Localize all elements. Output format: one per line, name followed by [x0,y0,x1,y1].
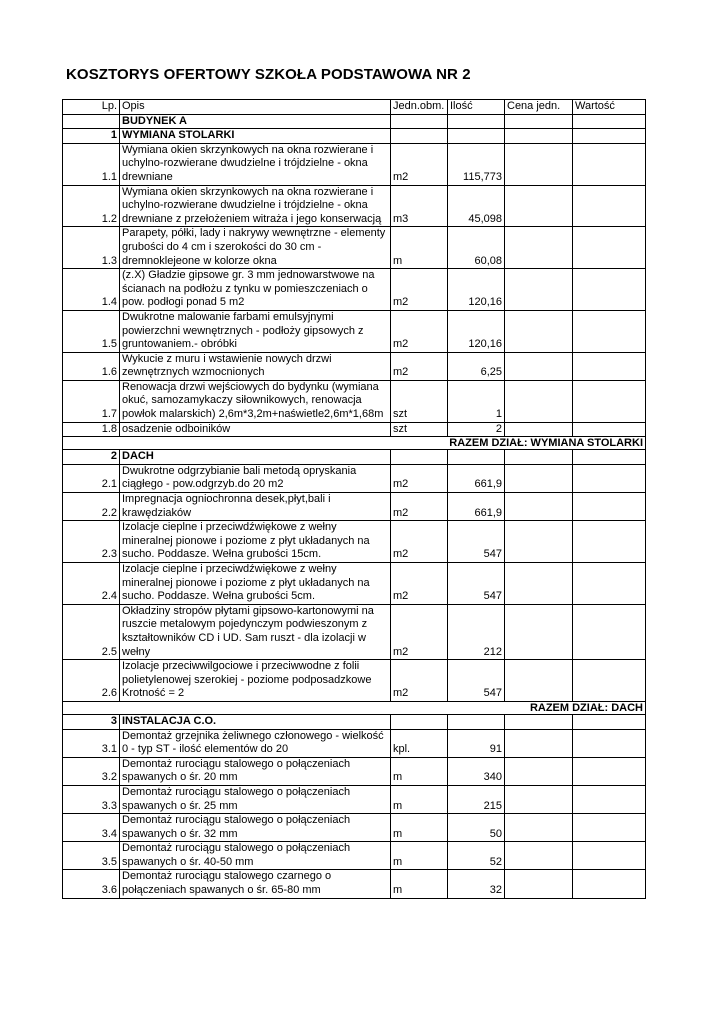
row-quantity: 50 [448,814,505,842]
wartosc-cell [573,129,646,144]
row-quantity: 60,08 [448,227,505,269]
header-cena: Cena jedn. [505,100,573,115]
row-unit-price [505,227,573,269]
row-unit: m2 [391,521,448,563]
table-row [63,464,646,492]
jedn-cell [391,129,448,144]
row-quantity: 661,9 [448,493,505,521]
row-unit: m2 [391,660,448,702]
row-value [573,269,646,311]
row-lp: 2.2 [63,493,120,521]
section-row [63,129,646,144]
row-value [573,185,646,227]
building-row [63,114,646,129]
table-row [63,842,646,870]
row-unit-price [505,785,573,813]
row-unit-price [505,422,573,437]
row-lp: 1.1 [63,143,120,185]
row-unit: m2 [391,143,448,185]
row-unit-price [505,143,573,185]
row-value [573,310,646,352]
row-value [573,757,646,785]
row-lp: 3.6 [63,870,120,898]
row-description: Demontaż rurociągu stalowego czarnego o połączeniach spawanych o śr. 65-80 mm [120,870,391,898]
row-unit-price [505,380,573,422]
table-row [63,757,646,785]
row-unit: m [391,842,448,870]
row-unit-price [505,729,573,757]
cena-cell [505,450,573,465]
row-value [573,352,646,380]
row-unit: szt [391,422,448,437]
row-value [573,842,646,870]
table-row [63,604,646,659]
row-unit: m3 [391,185,448,227]
row-unit: kpl. [391,729,448,757]
row-unit: m [391,227,448,269]
row-unit-price [505,660,573,702]
row-description: Izolacje cieplne i przeciwdźwiękowe z wełny mineralnej pionowe i poziome z płyt układanych na sucho. Poddasze. Wełna grubości 5cm. [120,563,391,605]
row-unit: m2 [391,563,448,605]
row-unit: m [391,785,448,813]
table-row [63,227,646,269]
row-value [573,227,646,269]
row-description: Parapety, półki, lady i nakrywy wewnętrzne - elementy grubości do 4 cm i szerokości do 30 cm - dremnoklejeone w kolorze okna [120,227,391,269]
row-lp: 3.5 [63,842,120,870]
table-header-row [63,100,646,115]
row-description: Wymiana okien skrzynkowych na okna rozwierane i uchylno-rozwierane dwudzielne i trójdzielne - okna drewniane [120,143,391,185]
ilosc-cell [448,714,505,729]
row-unit: szt [391,380,448,422]
row-quantity: 45,098 [448,185,505,227]
row-description: Impregnacja ogniochronna desek,płyt,bali i krawędziaków [120,493,391,521]
row-value [573,422,646,437]
row-quantity: 52 [448,842,505,870]
row-unit: m2 [391,493,448,521]
table-row [63,660,646,702]
row-quantity: 32 [448,870,505,898]
row-quantity: 6,25 [448,352,505,380]
table-row [63,422,646,437]
row-unit-price [505,493,573,521]
section-row [63,714,646,729]
table-row [63,310,646,352]
row-unit: m2 [391,604,448,659]
row-description: Demontaż rurociągu stalowego o połączeniach spawanych o śr. 25 mm [120,785,391,813]
table-row [63,380,646,422]
row-value [573,143,646,185]
row-value [573,521,646,563]
cost-estimate-table [62,99,646,899]
row-description: (z.X) Gładzie gipsowe gr. 3 mm jednowarstwowe na ścianach na podłożu z tynku w pomieszczeniach o pow. podłogi ponad 5 m2 [120,269,391,311]
cena-cell [505,129,573,144]
section-total-label: RAZEM DZIAŁ: DACH [63,701,646,714]
header-opis: Opis [120,100,391,115]
row-unit: m2 [391,269,448,311]
row-lp: 3.3 [63,785,120,813]
row-lp: 2.5 [63,604,120,659]
row-lp: 3.4 [63,814,120,842]
row-description: Wykucie z muru i wstawienie nowych drzwi zewnętrznych wzmocnionych [120,352,391,380]
section-total-label: RAZEM DZIAŁ: WYMIANA STOLARKI [63,437,646,450]
row-quantity: 547 [448,521,505,563]
row-value [573,814,646,842]
row-quantity: 340 [448,757,505,785]
row-description: Demontaż grzejnika żeliwnego członowego - wielkość 0 - typ ST - ilość elementów do 20 [120,729,391,757]
row-description: Dwukrotne malowanie farbami emulsyjnymi powierzchni wewnętrznych - podłoży gipsowych z gruntowaniem.- obróbki [120,310,391,352]
row-lp: 1.2 [63,185,120,227]
row-value [573,604,646,659]
row-description: Izolacje cieplne i przeciwdźwiękowe z wełny mineralnej pionowe i poziome z płyt układanych na sucho. Poddasze. Wełna grubości 15cm. [120,521,391,563]
row-lp: 3.1 [63,729,120,757]
row-lp: 2.1 [63,464,120,492]
row-description: Demontaż rurociągu stalowego o połączeniach spawanych o śr. 20 mm [120,757,391,785]
table-row [63,493,646,521]
row-unit-price [505,757,573,785]
row-quantity: 212 [448,604,505,659]
row-description: Renowacja drzwi wejściowych do bydynku (wymiana okuć, samozamykaczy siłownikowych, renowacja powłok malarskich) 2,6m*3,2m+naświetle2,6m*1,68m [120,380,391,422]
row-description: Izolacje przeciwwilgociowe i przeciwwodne z folii polietylenowej szerokiej - poziome podposadzkowe Krotność = 2 [120,660,391,702]
row-unit: m [391,814,448,842]
section-number: 2 [63,450,120,465]
row-value [573,785,646,813]
row-unit: m2 [391,352,448,380]
row-lp: 2.6 [63,660,120,702]
row-unit: m [391,870,448,898]
row-value [573,493,646,521]
row-value [573,380,646,422]
row-description: Demontaż rurociągu stalowego o połączeniach spawanych o śr. 32 mm [120,814,391,842]
table-row [63,729,646,757]
section-row [63,450,646,465]
row-unit-price [505,269,573,311]
wartosc-cell [573,714,646,729]
section-title: DACH [120,450,391,465]
section-total-row [63,701,646,714]
row-quantity: 115,773 [448,143,505,185]
section-number: 1 [63,129,120,144]
row-unit-price [505,464,573,492]
row-value [573,870,646,898]
row-unit-price [505,185,573,227]
row-unit-price [505,352,573,380]
row-unit: m2 [391,310,448,352]
row-quantity: 547 [448,563,505,605]
section-total-row [63,437,646,450]
row-unit-price [505,310,573,352]
table-row [63,143,646,185]
row-description: Dwukrotne odgrzybianie bali metodą opryskania ciągłego - pow.odgrzyb.do 20 m2 [120,464,391,492]
table-row [63,521,646,563]
jedn-cell [391,450,448,465]
wartosc-cell [573,450,646,465]
ilosc-cell [448,129,505,144]
table-row [63,785,646,813]
row-lp: 1.3 [63,227,120,269]
row-unit-price [505,870,573,898]
table-row [63,870,646,898]
section-number: 3 [63,714,120,729]
cena-cell [505,714,573,729]
row-quantity: 120,16 [448,310,505,352]
row-quantity: 547 [448,660,505,702]
header-jedn: Jedn.obm. [391,100,448,115]
page-title: KOSZTORYS OFERTOWY SZKOŁA PODSTAWOWA NR 2 [66,66,471,83]
row-value [573,563,646,605]
row-description: Wymiana okien skrzynkowych na okna rozwierane i uchylno-rozwierane dwudzielne i trójdzielne - okna drewniane z przełożeniem witraża i jego konserwacją [120,185,391,227]
row-quantity: 215 [448,785,505,813]
row-quantity: 661,9 [448,464,505,492]
row-description: osadzenie odboiników [120,422,391,437]
row-unit-price [505,604,573,659]
row-lp: 1.8 [63,422,120,437]
row-quantity: 91 [448,729,505,757]
row-lp: 1.4 [63,269,120,311]
table-row [63,269,646,311]
table-row [63,352,646,380]
row-description: Okładziny stropów płytami gipsowo-kartonowymi na ruszcie metalowym pojedynczym podwieszonym z kształtowników CD i UD. Sam ruszt - dla izolacji w wełny [120,604,391,659]
row-lp: 3.2 [63,757,120,785]
row-unit: m2 [391,464,448,492]
ilosc-cell [448,450,505,465]
row-unit: m [391,757,448,785]
table-row [63,563,646,605]
row-quantity: 120,16 [448,269,505,311]
row-value [573,464,646,492]
row-value [573,729,646,757]
row-lp: 1.6 [63,352,120,380]
row-lp: 1.7 [63,380,120,422]
row-lp: 2.4 [63,563,120,605]
row-unit-price [505,521,573,563]
row-unit-price [505,563,573,605]
row-description: Demontaż rurociągu stalowego o połączeniach spawanych o śr. 40-50 mm [120,842,391,870]
building-label: BUDYNEK A [120,114,391,129]
header-wartosc: Wartość [573,100,646,115]
row-unit-price [505,842,573,870]
table-row [63,185,646,227]
header-lp: Lp. [63,100,120,115]
row-lp: 2.3 [63,521,120,563]
section-title: WYMIANA STOLARKI [120,129,391,144]
table-row [63,814,646,842]
section-title: INSTALACJA C.O. [120,714,391,729]
row-quantity: 2 [448,422,505,437]
row-lp: 1.5 [63,310,120,352]
row-quantity: 1 [448,380,505,422]
jedn-cell [391,714,448,729]
header-ilosc: Ilość [448,100,505,115]
row-value [573,660,646,702]
row-unit-price [505,814,573,842]
